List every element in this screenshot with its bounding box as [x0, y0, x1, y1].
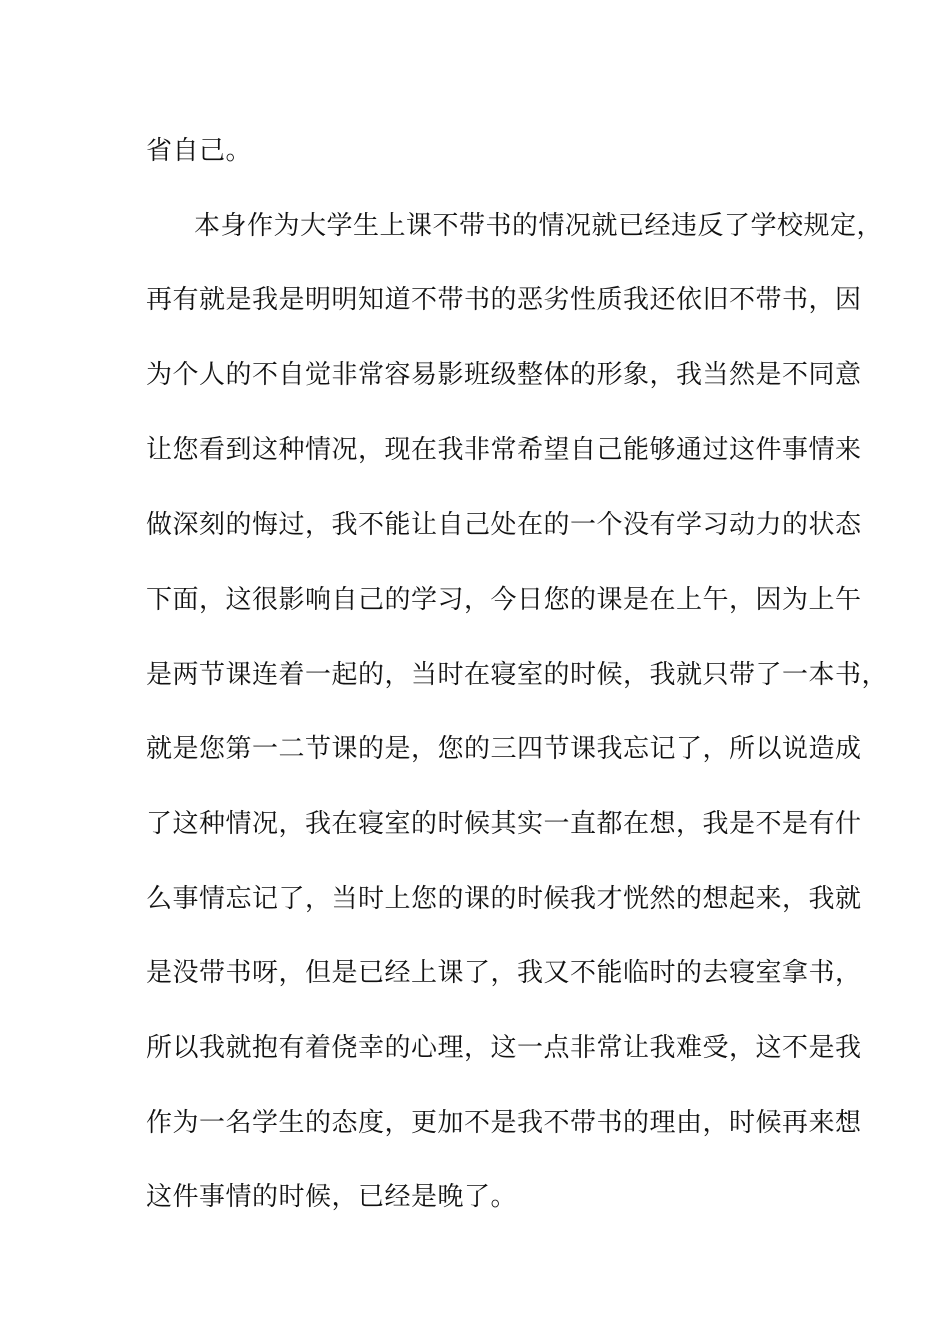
text-line-11: 么事情忘记了，当时上您的课的时候我才恍然的想起来，我就 — [146, 884, 862, 914]
text-line-15: 这件事情的时候，已经是晚了。 — [146, 1182, 518, 1212]
text-line-3: 再有就是我是明明知道不带书的恶劣性质我还依旧不带书，因 — [146, 285, 862, 315]
text-line-1: 省自己。 — [146, 136, 253, 166]
text-line-8: 是两节课连着一起的，当时在寝室的时候，我就只带了一本书， — [146, 660, 889, 690]
text-line-10: 了这种情况，我在寝室的时候其实一直都在想，我是不是有什 — [146, 809, 862, 839]
text-line-6: 做深刻的悔过，我不能让自己处在的一个没有学习动力的状态 — [146, 510, 862, 540]
text-line-13: 所以我就抱有着侥幸的心理，这一点非常让我难受，这不是我 — [146, 1033, 862, 1063]
text-line-7: 下面，这很影响自己的学习，今日您的课是在上午，因为上午 — [146, 585, 862, 615]
text-line-12: 是没带书呀，但是已经上课了，我又不能临时的去寝室拿书， — [146, 958, 862, 988]
text-line-4: 为个人的不自觉非常容易影班级整体的形象，我当然是不同意 — [146, 360, 862, 390]
text-line-9: 就是您第一二节课的是，您的三四节课我忘记了，所以说造成 — [146, 734, 862, 764]
text-line-14: 作为一名学生的态度，更加不是我不带书的理由，时候再来想 — [146, 1108, 862, 1138]
paragraph-start-line: 本身作为大学生上课不带书的情况就已经违反了学校规定， — [194, 211, 884, 241]
text-line-5: 让您看到这种情况，现在我非常希望自己能够通过这件事情来 — [146, 435, 862, 465]
